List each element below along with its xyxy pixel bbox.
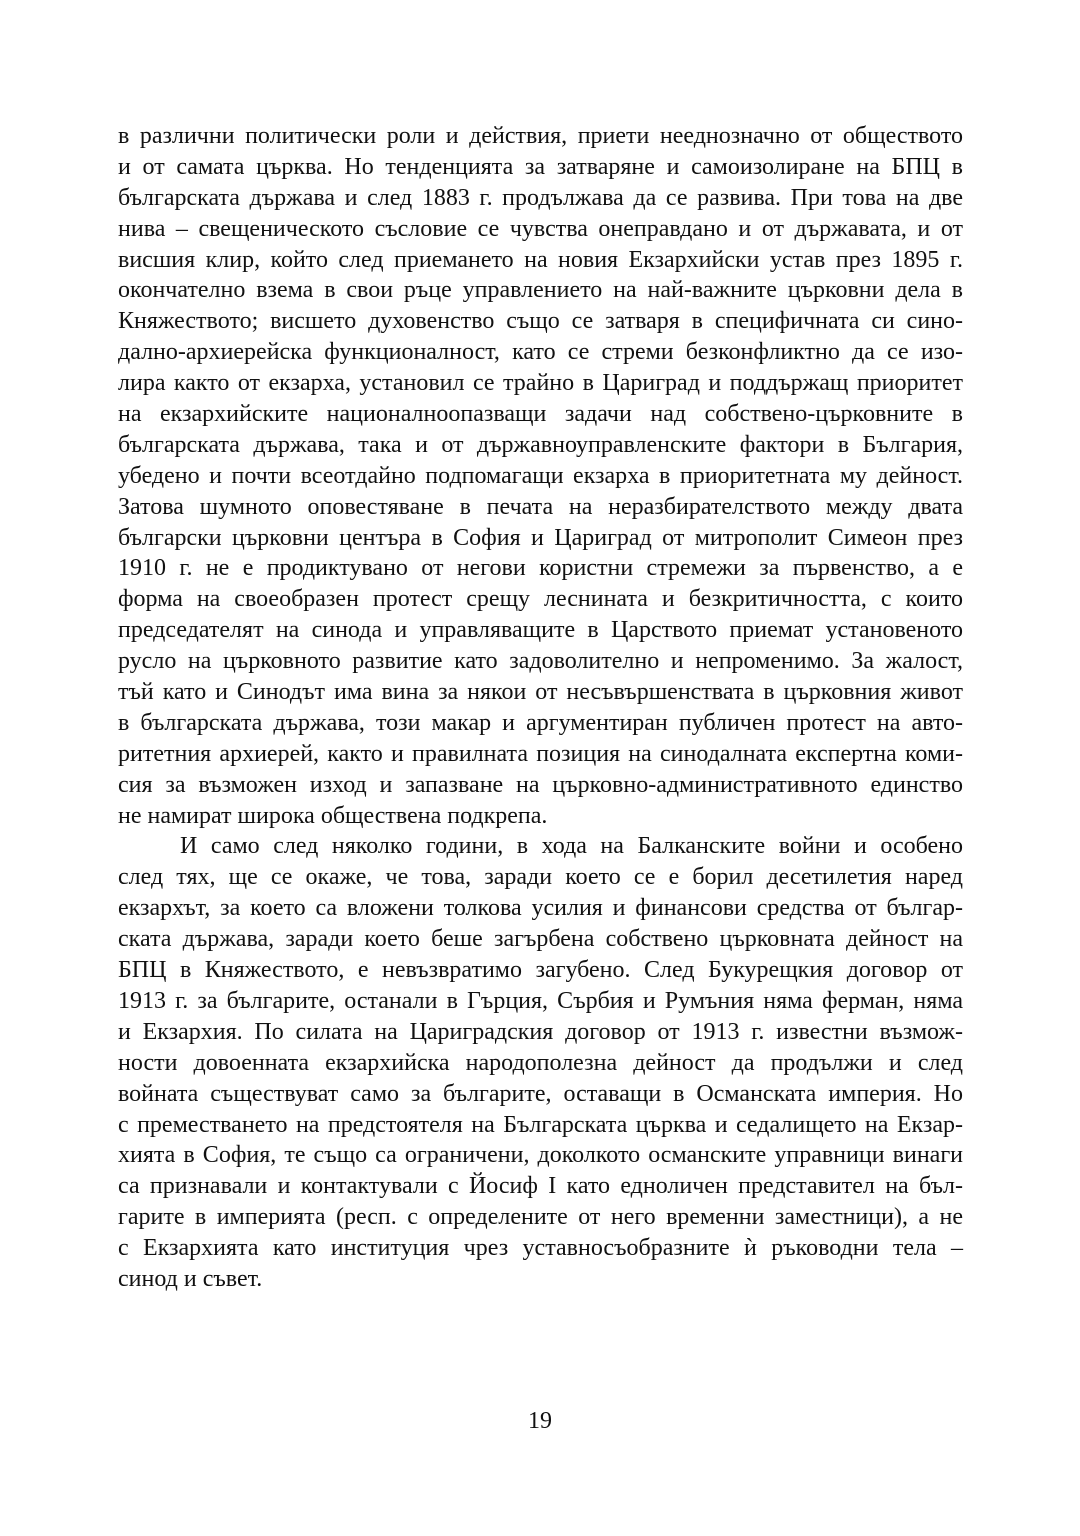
text-line: 1913 г. за българите, останали в Гърция, Сърбия и Румъния няма ферман, няма — [118, 987, 963, 1014]
text-line: 1910 г. не е продиктувано от негови користни стремежи за първенство, а е — [118, 555, 963, 582]
text-line: окончателно взема в свои ръце управлението на най-важните църковни дела в — [118, 277, 963, 304]
text-line: ности довоенната екзархийска народополезна дейност да продължи и след — [118, 1049, 963, 1076]
text-line: и от самата църква. Но тенденцията за затваряне и самоизолиране на БПЦ в — [118, 153, 963, 180]
text-line: дално-архиерейска функционалност, като се стреми безконфликтно да се изо- — [118, 339, 963, 366]
text-line: И само след няколко години, в хода на Балканските войни и особено — [180, 833, 963, 860]
text-line: висшия клир, който след приемането на новия Екзархийски устав през 1895 г. — [118, 246, 963, 273]
text-line: са признавали и контактували с Йосиф I като едноличен представител на бъл- — [118, 1173, 963, 1200]
text-line: и Екзархия. По силата на Цариградския договор от 1913 г. известни възмож- — [118, 1018, 963, 1045]
text-line: в българската държава, този макар и аргументиран публичен протест на авто- — [118, 709, 963, 736]
text-line: екзархът, за което са вложени толкова усилия и финансови средства от българ- — [118, 895, 963, 922]
text-line: с Екзархията като институция чрез уставносъобразните ѝ ръководни тела – — [118, 1235, 963, 1262]
text-line: войната съществуват само за българите, оставащи в Османската империя. Но — [118, 1080, 963, 1107]
text-line: на екзархийските националноопазващи задачи над собствено-църковните в — [118, 401, 963, 428]
text-line: Затова шумното оповестяване в печата на неразбирателството между двата — [118, 493, 963, 520]
text-line: форма на своеобразен протест срещу леснината и безкритичността, с които — [118, 586, 963, 613]
text-line: българската държава и след 1883 г. продължава да се развива. При това на две — [118, 184, 963, 211]
text-line: сия за възможен изход и запазване на църковно-административното единство — [118, 771, 963, 798]
paragraph-2 — [118, 831, 963, 1294]
text-line: хията в София, те също са ограничени, доколкото османските управници винаги — [118, 1142, 963, 1169]
page-number: 19 — [528, 1408, 552, 1434]
text-line: русло на църковното развитие като задоволително и непроменимо. За жалост, — [118, 648, 963, 675]
text-line: лира както от екзарха, установил се трайно в Цариград и поддържащ приоритет — [118, 370, 963, 397]
body-text — [118, 121, 963, 1295]
text-line: синод и съвет. — [118, 1265, 263, 1292]
text-line: Княжеството; висшето духовенство също се затваря в специфичната си сино- — [118, 308, 963, 335]
text-line: ритетния архиерей, както и правилната позиция на синодалната експертна коми- — [118, 740, 963, 767]
text-line: български църковни центъра в София и Цариград от митрополит Симеон през — [118, 524, 963, 551]
paragraph-1 — [118, 121, 963, 831]
text-line: ската държава, заради което беше загърбена собствено църковната дейност на — [118, 926, 963, 953]
text-line: гарите в империята (респ. с определените от него временни заместници), а не — [118, 1204, 963, 1231]
text-line: председателят на синода и управляващите в Царството приемат установеното — [118, 617, 963, 644]
text-line: БПЦ в Княжеството, е невъзвратимо загубено. След Букурещкия договор от — [118, 957, 963, 984]
text-line: не намират широка обществена подкрепа. — [118, 802, 548, 829]
text-line: убедено и почти всеотдайно подпомагащи екзарха в приоритетната му дейност. — [118, 462, 963, 489]
text-line: нива – свещеническото съсловие се чувства онеправдано и от държавата, и от — [118, 215, 963, 242]
text-line: след тях, ще се окаже, че това, заради което се е борил десетилетия наред — [118, 864, 963, 891]
text-line: в различни политически роли и действия, приети нееднозначно от обществото — [118, 123, 963, 149]
text-line: тъй като и Синодът има вина за някои от несъвършенствата в църковния живот — [118, 679, 963, 706]
text-line: с преместването на предстоятеля на Българската църква и седалището на Екзар- — [118, 1111, 963, 1138]
text-line: българската държава, така и от държавноуправленските фактори в България, — [118, 431, 963, 458]
